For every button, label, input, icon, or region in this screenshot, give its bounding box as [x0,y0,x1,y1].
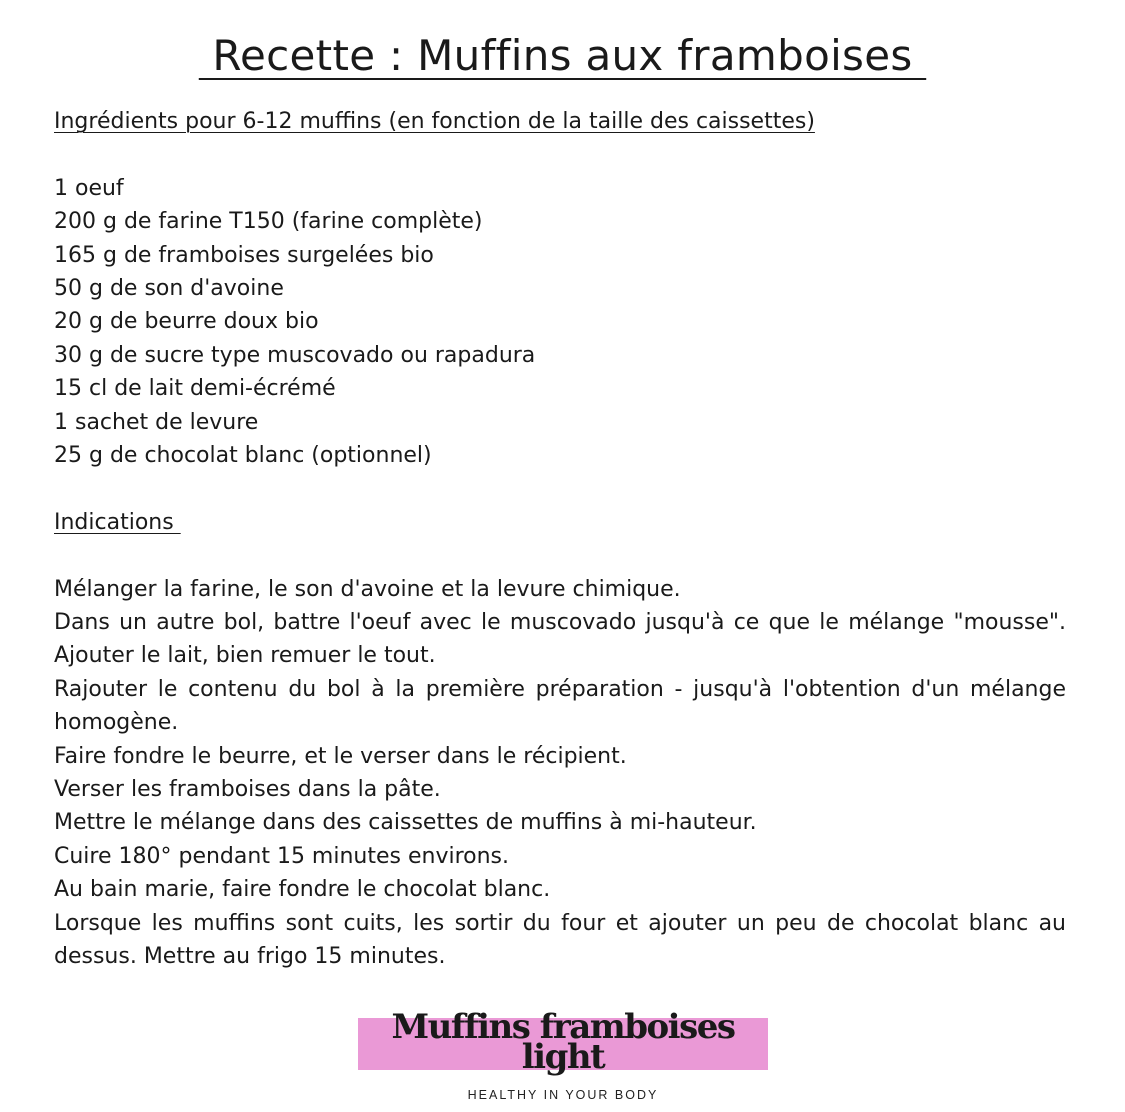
indication-step: Faire fondre le beurre, et le verser dans le récipient. [54,743,627,769]
spacer [54,138,1066,171]
ingredient-item: 25 g de chocolat blanc (optionnel) [54,443,432,469]
ingredient-item: 200 g de farine T150 (farine complète) [54,209,483,235]
ingredient-item: 20 g de beurre doux bio [54,309,319,335]
ingredient-item: 30 g de sucre type muscovado ou rapadura [54,342,536,368]
indication-step: Dans un autre bol, battre l'oeuf avec le muscovado jusqu'à ce que le mélange "mousse". Ajouter le lait, bien remuer le tout. [54,610,1066,669]
indication-step: Cuire 180° pendant 15 minutes environs. [54,843,510,869]
ingredient-item: 165 g de framboises surgelées bio [54,242,434,268]
ingredient-item: 50 g de son d'avoine [54,276,284,302]
spacer [54,472,1066,505]
ingredient-item: 1 sachet de levure [54,409,259,435]
indication-step: Mélanger la farine, le son d'avoine et la levure chimique. [54,576,681,602]
indications-heading: Indications [54,509,181,535]
indication-step: Mettre le mélange dans des caissettes de muffins à mi-hauteur. [54,810,757,836]
recipe-content [54,105,1066,974]
recipe-title [0,30,1125,82]
indication-step: Lorsque les muffins sont cuits, les sortir du four et ajouter un peu de chocolat blanc au dessus. Mettre au frigo 15 minutes. [54,910,1066,970]
spacer [54,539,1066,572]
logo-tagline: HEALTHY IN YOUR BODY [467,1088,659,1102]
ingredients-list [54,172,1066,473]
ingredient-item: 1 oeuf [54,175,124,201]
logo-line-1: Muffins framboises [391,1007,735,1047]
indication-step: Rajouter le contenu du bol à la première préparation - jusqu'à l'obtention d'un mélange homogène. [54,676,1066,736]
logo-wordmark [358,1007,768,1077]
logo-line-2: light [521,1037,605,1077]
indication-step: Verser les framboises dans la pâte. [54,777,441,803]
ingredient-item: 15 cl de lait demi-écrémé [54,376,336,402]
indication-step: Au bain marie, faire fondre le chocolat blanc. [54,877,551,903]
recipe-title-text: Recette : Muffins aux framboises [198,31,927,80]
brand-logo [358,1007,768,1108]
indications-list [54,573,1066,974]
ingredients-heading: Ingrédients pour 6-12 muffins (en fonction de la taille des caissettes) [54,109,815,134]
